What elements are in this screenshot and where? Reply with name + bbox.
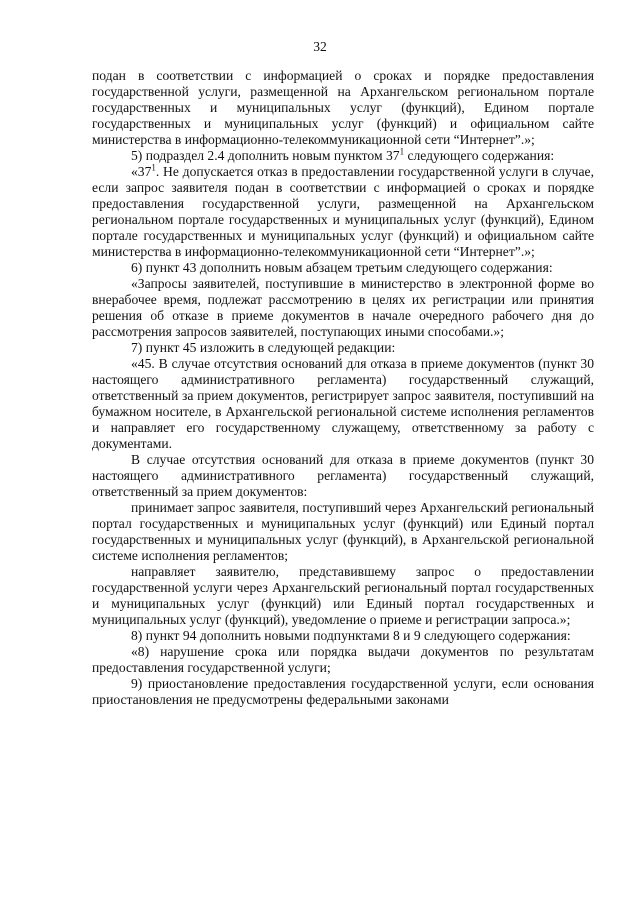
paragraph-2-text: 5) подраздел 2.4 дополнить новым пунктом 37	[131, 148, 400, 163]
paragraph-8-text: В случае отсутствия оснований для отказа в приеме документов (пункт 30 настоящего административного регламента) государственный служащий, ответственный за прием документов:	[92, 452, 594, 499]
paragraph-5-text: «Запросы заявителей, поступившие в министерство в электронной форме во внерабочее время, подлежат рассмотрению в целях их регистрации или принятия решения об отказе в приеме документов в начале очередного рабочего дня до рассмотрения запросов заявителей, поступающих иными способами.»;	[92, 276, 594, 339]
document-body	[92, 68, 594, 708]
paragraph-7-text: «45. В случае отсутствия оснований для отказа в приеме документов (пункт 30 настоящего административного регламента) государственный служащий, ответственный за прием документов, регистрирует запрос заявителя, поступивший на бумажном носителе, в Архангельской региональной системе исполнения регламентов и направляет его государственному служащему, ответственному за работу с документами.	[92, 356, 594, 451]
paragraph-2-tail: следующего содержания:	[404, 148, 555, 163]
paragraph-3-tail: . Не допускается отказ в предоставлении государственной услуги в случае, если запрос заявителя подан в соответствии с информацией о сроках и порядке предоставления государственной услуги, размещенной на Архангельском региональном портале государственных и муниципальных услуг (функций), Едином портале государственных и муниципальных услуг (функций) и официальном сайте министерства в информационно-телекоммуникационной сети “Интернет”.»;	[92, 164, 594, 259]
paragraph-3-text: «37	[131, 164, 152, 179]
paragraph-6	[92, 340, 594, 356]
paragraph-2	[92, 148, 594, 164]
paragraph-11	[92, 628, 594, 644]
paragraph-3	[92, 164, 594, 260]
paragraph-9	[92, 500, 594, 564]
paragraph-1-text: подан в соответствии с информацией о сроках и порядке предоставления государственной услуги, размещенной на Архангельском региональном портале государственных и муниципальных услуг (функций), Едином портале государственных и муниципальных услуг (функций) и официальном сайте министерства в информационно-телекоммуникационной сети “Интернет”.»;	[92, 68, 594, 147]
paragraph-8	[92, 452, 594, 500]
paragraph-2-superscript: 1	[399, 146, 405, 157]
paragraph-13	[92, 676, 594, 708]
paragraph-12-text: «8) нарушение срока или порядка выдачи документов по результатам предоставления государственной услуги;	[92, 644, 594, 675]
paragraph-5	[92, 276, 594, 340]
paragraph-3-superscript: 1	[151, 162, 156, 173]
paragraph-4-text: 6) пункт 43 дополнить новым абзацем третьим следующего содержания:	[131, 260, 553, 275]
paragraph-11-text: 8) пункт 94 дополнить новыми подпунктами 8 и 9 следующего содержания:	[131, 628, 571, 643]
paragraph-7	[92, 356, 594, 452]
paragraph-1	[92, 68, 594, 148]
page-number: 32	[313, 39, 327, 54]
paragraph-10-text: направляет заявителю, представившему запрос о предоставлении государственной услуги через Архангельский региональный портал государственных и муниципальных услуг (функций) или Единый портал государственных и муниципальных услуг (функций), уведомление о приеме и регистрации запроса.»;	[92, 564, 594, 627]
paragraph-12	[92, 644, 594, 676]
paragraph-9-text: принимает запрос заявителя, поступивший через Архангельский региональный портал государственных и муниципальных услуг (функций) или Единый портал государственных и муниципальных услуг (функций), в Архангельской региональной системе исполнения регламентов;	[92, 500, 594, 563]
paragraph-6-text: 7) пункт 45 изложить в следующей редакции:	[131, 340, 396, 355]
paragraph-4	[92, 260, 594, 276]
paragraph-13-text: 9) приостановление предоставления государственной услуги, если основания приостановления не предусмотрены федеральными законами	[92, 676, 594, 707]
paragraph-10	[92, 564, 594, 628]
